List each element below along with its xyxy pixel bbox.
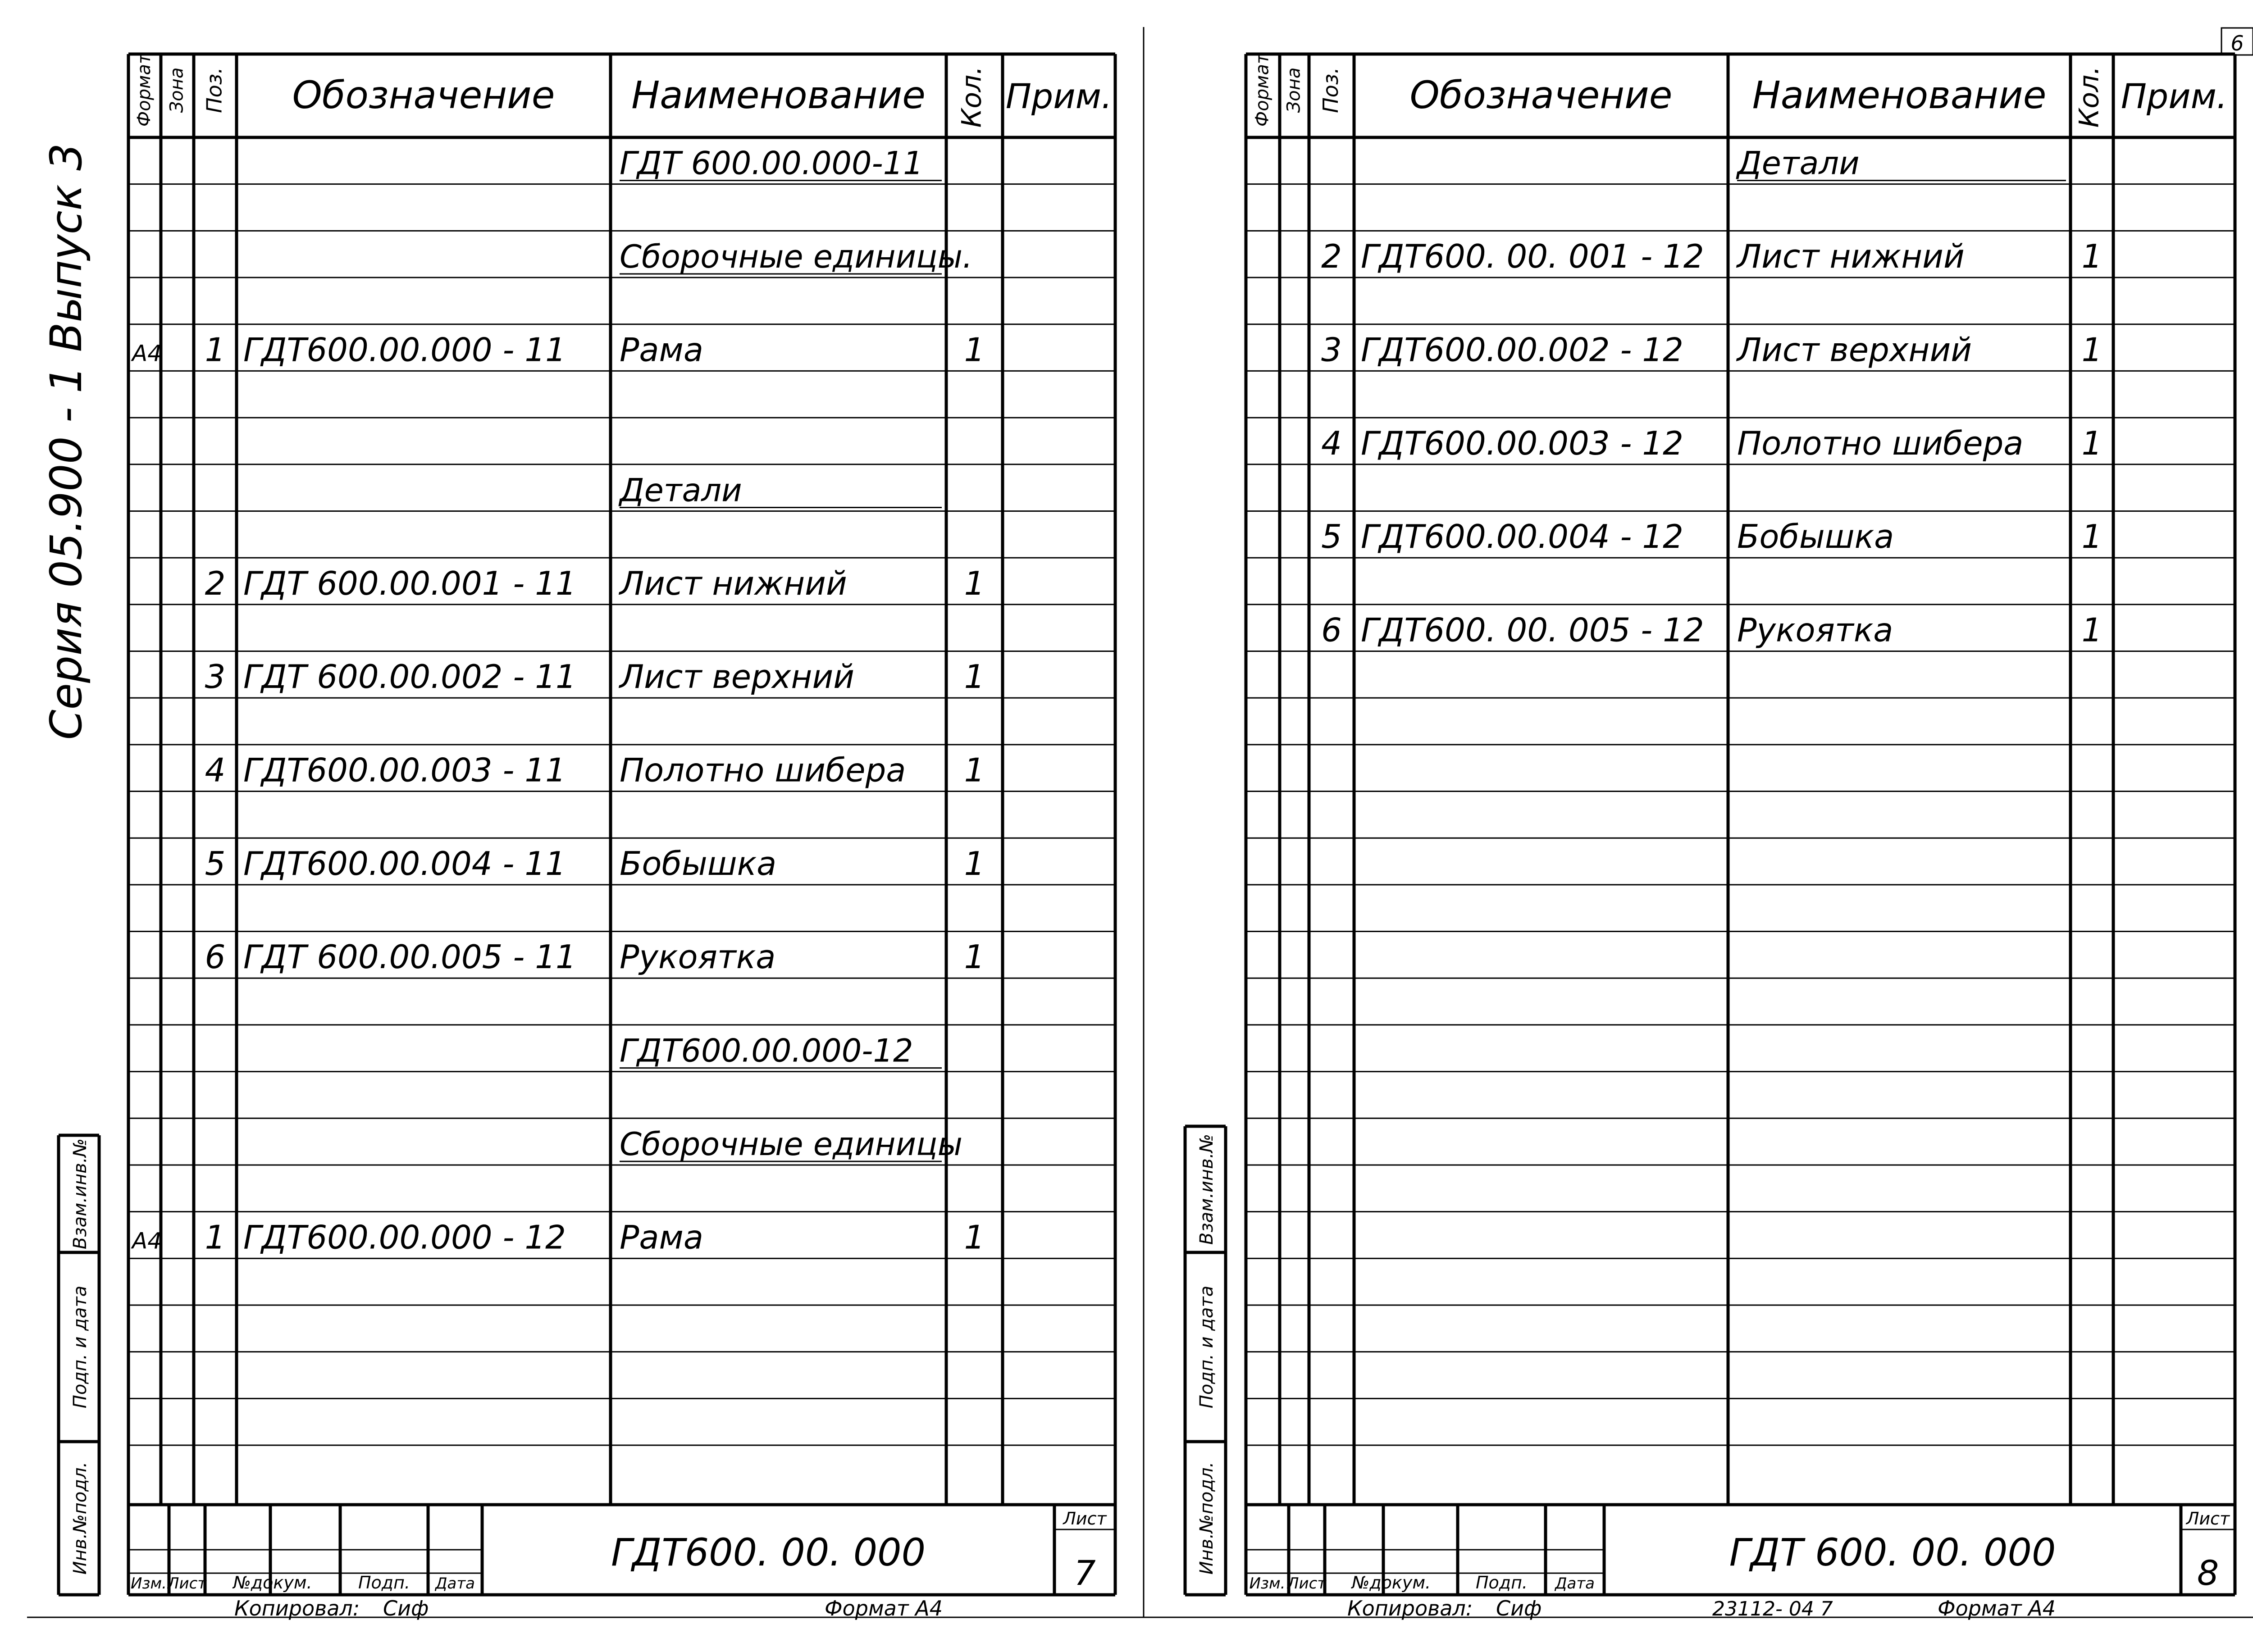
row-position: 4 [205,751,226,789]
title-block-date: Дата [435,1575,475,1593]
row-name: Рама [620,331,703,369]
row-format: А4 [132,340,162,367]
header-position: Поз. [202,67,227,113]
section-heading: ГДТ 600.00.000-11 [620,145,923,182]
footer-copied-label: Копировал: [1347,1596,1473,1620]
row-position: 1 [205,331,226,369]
footer-copied-signature: Сиф [383,1596,429,1620]
row-quantity: 1 [964,751,985,789]
row-position: 5 [205,844,226,883]
footer-order-number: 23112- 04 7 [1712,1597,1833,1620]
row-designation: ГДТ600.00.002 - 12 [1361,331,1683,369]
header-note: Прим. [1005,76,1113,116]
header-quantity: Кол. [2073,66,2105,128]
side-stamp-label: Подп. и дата [70,1285,91,1409]
row-designation: ГДТ600. 00. 005 - 12 [1361,611,1704,649]
row-designation: ГДТ600. 00. 001 - 12 [1361,237,1704,276]
title-block-izm: Изм. [1249,1575,1286,1593]
sheet-left [59,53,1115,1620]
header-zone: Зона [1283,67,1304,113]
title-block-sheet-number: 8 [2197,1553,2219,1593]
row-name: Полотно шибера [620,751,906,789]
row-position: 4 [1321,424,1342,462]
row-designation: ГДТ 600.00.002 - 11 [243,658,576,696]
header-note: Прим. [2121,76,2228,116]
title-block-list: Лист [1287,1575,1327,1593]
row-quantity: 1 [964,564,985,602]
footer-format: Формат А4 [825,1596,943,1620]
title-block-doc: №докум. [1351,1573,1431,1593]
footer-format: Формат А4 [1938,1596,2056,1620]
row-name: Бобышка [1737,518,1894,556]
header-format: Формат [134,53,155,127]
row-name: Лист верхний [620,658,855,696]
row-name: Рама [620,1218,703,1256]
row-name: Лист нижний [1737,237,1965,276]
title-block-list: Лист [167,1575,207,1593]
row-designation: ГДТ600.00.004 - 12 [1361,518,1683,556]
row-quantity: 1 [964,1218,985,1256]
row-designation: ГДТ600.00.003 - 12 [1361,424,1683,462]
title-block-date: Дата [1555,1575,1595,1593]
row-designation: ГДТ600.00.003 - 11 [243,751,566,789]
title-block-sign: Подп. [358,1573,410,1593]
header-name: Наименование [1752,73,2047,117]
section-heading: ГДТ600.00.000-12 [620,1032,913,1069]
row-name: Лист нижний [620,564,847,602]
title-block-doc: №докум. [233,1573,312,1593]
title-block-sheet-label: Лист [1063,1509,1107,1529]
series-label: Серия 05.900 - 1 Выпуск 3 [41,143,91,740]
side-stamp-label: Подп. и дата [1196,1285,1217,1409]
header-quantity: Кол. [956,66,988,128]
row-quantity: 1 [2081,424,2102,462]
row-designation: ГДТ600.00.004 - 11 [243,844,566,883]
row-name: Рукоятка [620,938,776,976]
row-designation: ГДТ 600.00.001 - 11 [243,564,576,602]
section-heading: Детали [1737,145,1860,182]
row-name: Рукоятка [1737,611,1893,649]
row-position: 2 [205,564,226,602]
row-quantity: 1 [2081,518,2102,556]
sheet-right [1185,53,2235,1620]
row-position: 3 [1321,331,1342,369]
section-heading: Сборочные единицы. [620,238,973,276]
title-block-designation: ГДТ 600. 00. 000 [1729,1530,2056,1575]
row-position: 2 [1321,237,1342,276]
row-position: 1 [205,1218,226,1256]
footer-copied-signature: Сиф [1496,1596,1542,1620]
row-quantity: 1 [964,331,985,369]
row-name: Бобышка [620,844,777,883]
row-quantity: 1 [2081,237,2102,276]
row-position: 5 [1321,518,1342,556]
section-heading: Сборочные единицы [620,1125,962,1163]
header-designation: Обозначение [292,73,555,117]
side-stamp-label: Инв.№подл. [1196,1461,1217,1575]
row-designation: ГДТ 600.00.005 - 11 [243,938,576,976]
header-format: Формат [1252,53,1273,127]
side-stamp-label: Взам.инв.№ [1196,1133,1217,1245]
row-name: Полотно шибера [1737,424,2024,462]
title-block-sign: Подп. [1475,1573,1528,1593]
side-stamp-label: Инв.№подл. [70,1461,91,1575]
header-zone: Зона [166,67,187,113]
title-block-sheet-label: Лист [2186,1509,2230,1529]
side-stamp-label: Взам.инв.№ [70,1138,91,1250]
title-block-sheet-number: 7 [1074,1553,1096,1593]
row-format: А4 [132,1228,162,1254]
row-designation: ГДТ600.00.000 - 11 [243,331,566,369]
row-position: 6 [1321,611,1342,649]
corner-page-number: 6 [2230,31,2244,55]
row-quantity: 1 [2081,611,2102,649]
header-position: Поз. [1318,67,1343,113]
title-block-designation: ГДТ600. 00. 000 [611,1530,926,1575]
header-designation: Обозначение [1409,73,1673,117]
row-designation: ГДТ600.00.000 - 12 [243,1218,566,1256]
row-quantity: 1 [964,938,985,976]
row-name: Лист верхний [1737,331,1972,369]
footer-copied-label: Копировал: [234,1596,360,1620]
row-quantity: 1 [2081,331,2102,369]
row-position: 3 [205,658,226,696]
title-block-izm: Изм. [131,1575,167,1593]
row-position: 6 [205,938,226,976]
header-name: Наименование [631,73,926,117]
row-quantity: 1 [964,844,985,883]
row-quantity: 1 [964,658,985,696]
section-heading: Детали [620,472,742,509]
